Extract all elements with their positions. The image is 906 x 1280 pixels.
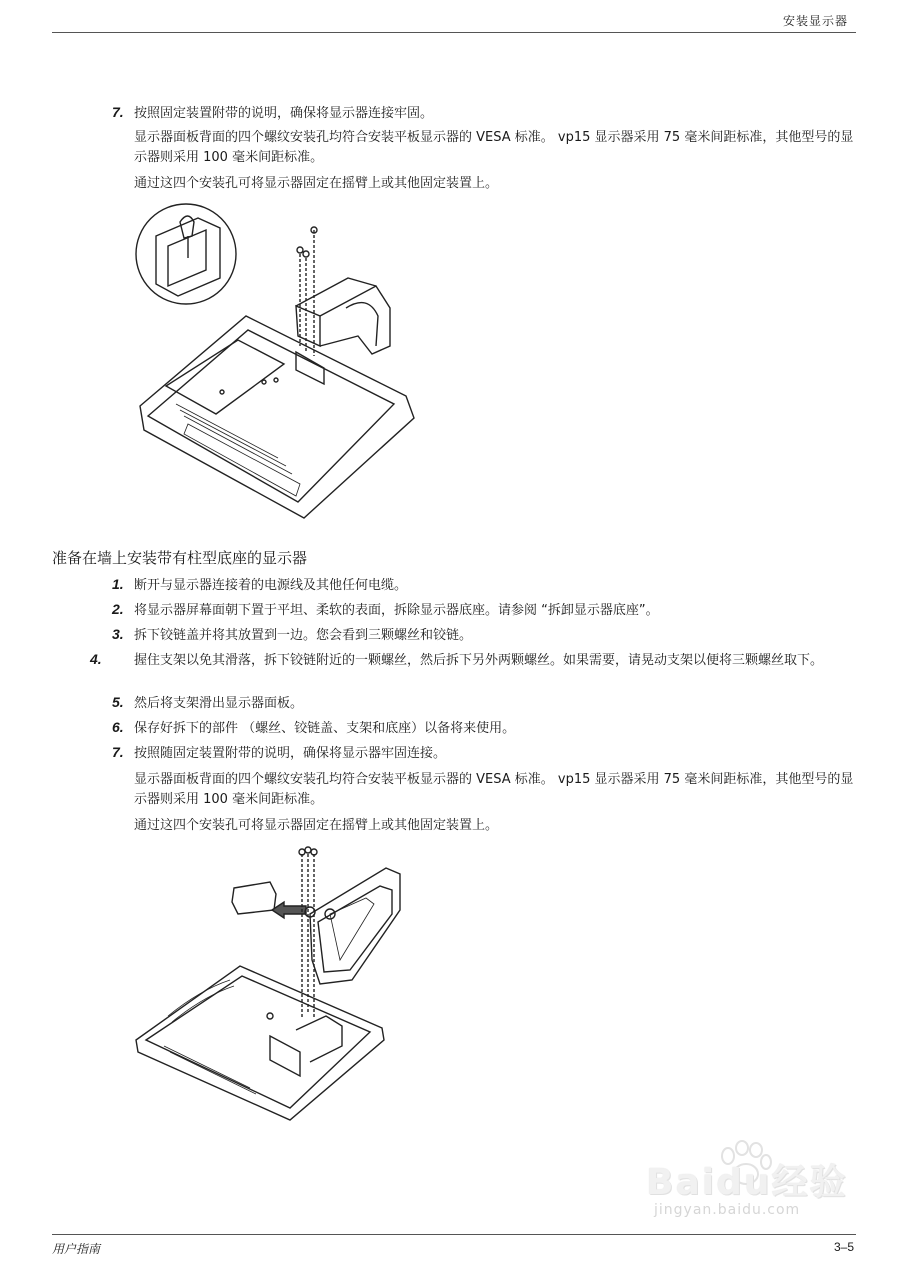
step-text: 按照固定装置附带的说明，确保将显示器连接牢固。 (134, 106, 434, 121)
running-header: 安装显示器 (782, 14, 848, 28)
step-text: 握住支架以免其滑落，拆下铰链附近的一颗螺丝，然后拆下另外两颗螺丝。如果需要，请晃动支架以便将三颗螺丝取下。 (134, 653, 824, 668)
step-7 (112, 744, 862, 762)
figure-column-base-removal (130, 840, 410, 1126)
watermark-brand: Baidu经验 (646, 1162, 848, 1203)
step-number: 3. (112, 626, 124, 642)
column-base-illustration (130, 840, 410, 1126)
vesa-note: 显示器面板背面的四个螺纹安装孔均符合安装平板显示器的 VESA 标准。 vp15 显示器采用 75 毫米间距标准，其他型号的显示器则采用 100 毫米间距标准。 (134, 772, 854, 807)
footer-rule (52, 1234, 856, 1235)
step-text: 然后将支架滑出显示器面板。 (134, 696, 304, 711)
header-rule (52, 32, 856, 33)
section-heading: 准备在墙上安装带有柱型底座的显示器 (52, 549, 308, 567)
step-text: 按照随固定装置附带的说明，确保将显示器牢固连接。 (134, 746, 447, 761)
step-7-top (112, 104, 862, 122)
step-text: 将显示器屏幕面朝下置于平坦、柔软的表面，拆除显示器底座。请参阅 “拆卸显示器底座”。 (134, 603, 659, 618)
step-5 (112, 694, 862, 712)
vesa-note: 显示器面板背面的四个螺纹安装孔均符合安装平板显示器的 VESA 标准。 vp15 显示器采用 75 毫米间距标准，其他型号的显示器则采用 100 毫米间距标准。 (134, 130, 854, 165)
step-number: 1. (112, 576, 124, 592)
step-number: 6. (112, 719, 124, 735)
step-6 (112, 719, 862, 737)
step-number: 7. (112, 104, 124, 120)
figure-monitor-stand-removal (128, 196, 428, 532)
step-2 (112, 601, 862, 619)
step-number: 5. (112, 694, 124, 710)
footer-title: 用户指南 (52, 1242, 101, 1256)
step-3 (112, 626, 862, 644)
page-number: 3–5 (833, 1240, 854, 1254)
step-text: 拆下铰链盖并将其放置到一边。您会看到三颗螺丝和铰链。 (134, 628, 473, 643)
watermark-url: jingyan.baidu.com (654, 1202, 801, 1218)
step-1 (112, 576, 862, 594)
mounting-note: 通过这四个安装孔可将显示器固定在摇臂上或其他固定装置上。 (134, 818, 499, 833)
step-4 (90, 651, 862, 669)
baidu-watermark (640, 1140, 862, 1226)
step-number: 2. (112, 601, 124, 617)
monitor-stand-illustration (128, 196, 428, 532)
step-text: 断开与显示器连接着的电源线及其他任何电缆。 (134, 578, 408, 593)
step-text: 保存好拆下的部件 （螺丝、铰链盖、支架和底座）以备将来使用。 (134, 721, 516, 736)
step-number: 7. (112, 744, 124, 760)
step-number: 4. (90, 651, 102, 667)
mounting-note: 通过这四个安装孔可将显示器固定在摇臂上或其他固定装置上。 (134, 176, 499, 191)
